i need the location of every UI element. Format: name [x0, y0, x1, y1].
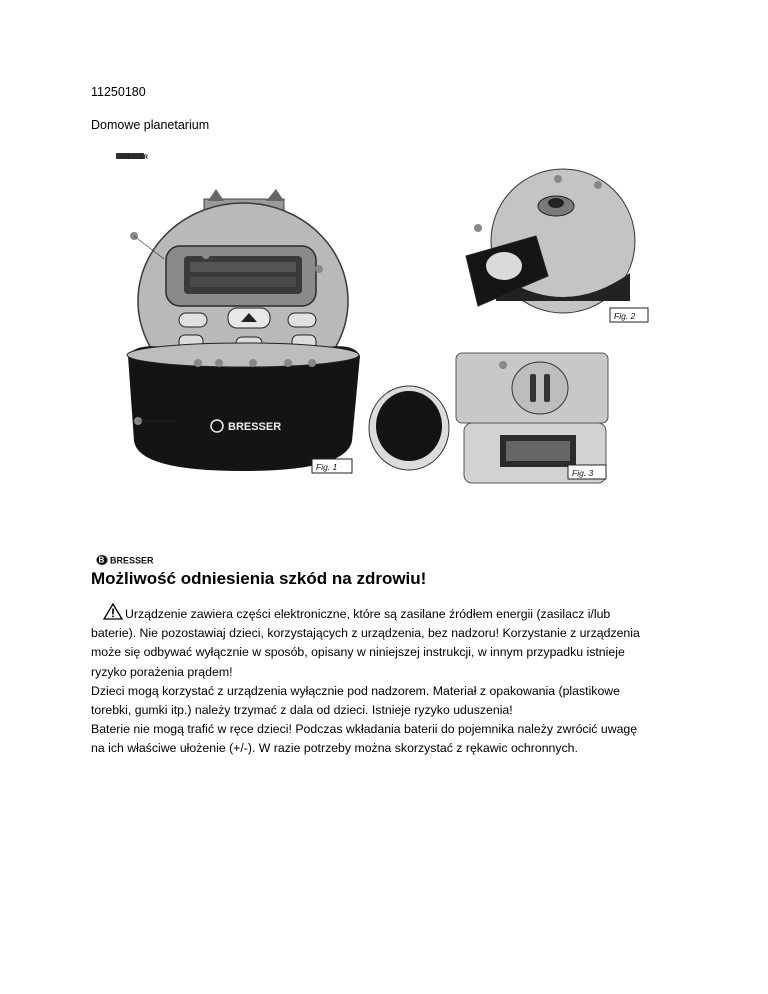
warning-line-3: może się odbywać wyłącznie w sposób, opisany w niniejszej instrukcji, w innym przypadku istnieje — [91, 645, 625, 660]
warning-line-2: baterie). Nie pozostawiaj dzieci, korzystających z urządzenia, bez nadzoru! Korzystanie z urządzenia — [91, 626, 640, 641]
bresser-logo-text: BRESSER — [110, 555, 154, 566]
warning-line-5: Dzieci mogą korzystać z urządzenia wyłącznie pod nadzorem. Materiał z opakowania (plastikowe — [91, 683, 621, 698]
warning-line-7: Baterie nie mogą trafić w ręce dzieci! Podczas wkładania baterii do pojemnika należy zwrócić uwagę — [91, 722, 638, 737]
fig3-label: Fig. 3 — [572, 468, 594, 478]
fig2-label: Fig. 2 — [614, 311, 636, 321]
figure-brand-text: BRESSER — [119, 155, 149, 161]
svg-text:B: B — [98, 555, 105, 565]
warning-body — [91, 603, 681, 759]
product-illustration — [116, 141, 650, 501]
warning-line-6: torebki, gumki itp.) należy trzymać z dala od dzieci. Istnieje ryzyko uduszenia! — [91, 703, 513, 718]
fig3-device — [456, 353, 608, 483]
warning-heading: Możliwość odniesienia szkód na zdrowiu! — [91, 569, 427, 588]
fig1-device-brand-text: BRESSER — [228, 421, 282, 433]
warning-triangle-icon — [103, 603, 123, 620]
product-code: 11250180 — [91, 85, 146, 99]
fig1-label: Fig. 1 — [316, 462, 338, 472]
bresser-logo — [96, 554, 176, 566]
warning-paragraph-line — [91, 603, 681, 624]
warning-line-4: ryzyko porażenia prądem! — [91, 664, 233, 679]
document-subtitle: Domowe planetarium — [91, 118, 210, 132]
warning-line-8: na ich właściwe ułożenie (+/-). W razie potrzeby można skorzystać z rękawic ochronnych. — [91, 741, 578, 756]
warning-line-1: Urządzenie zawiera części elektroniczne, które są zasilane źródłem energii (zasilacz i/lub — [125, 607, 611, 621]
